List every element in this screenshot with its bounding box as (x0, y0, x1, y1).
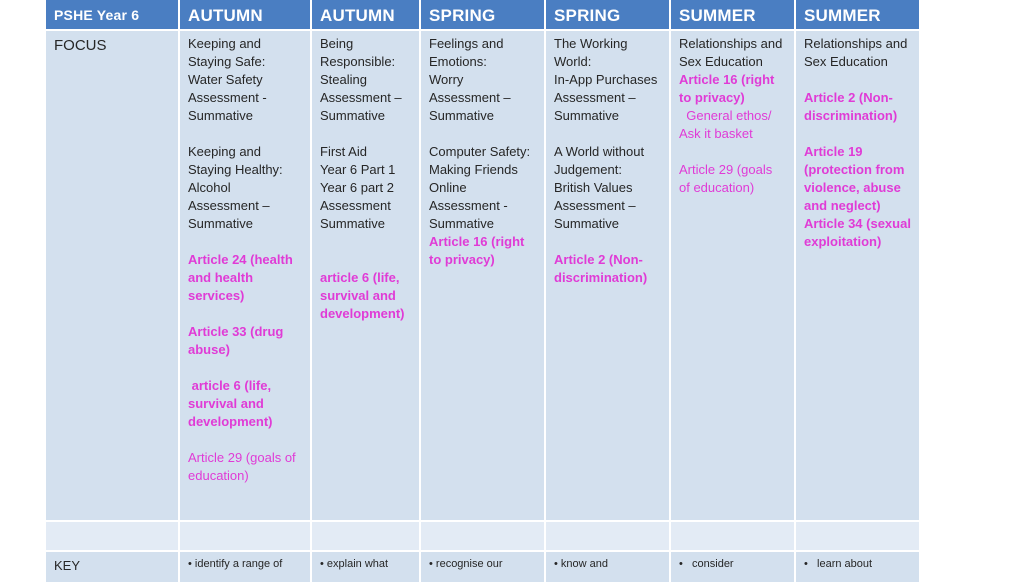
line-gap (804, 71, 915, 89)
line-gap (188, 359, 306, 377)
article-text-line: Ask it basket (679, 126, 753, 141)
article-text-line: article 6 (life, (188, 378, 272, 393)
focus-text-line: Feelings and (429, 36, 504, 51)
line-gap (188, 233, 306, 251)
term-header: SPRING (554, 6, 621, 25)
focus-text-line: Assessment - (429, 198, 508, 213)
focus-text-line: Summative (429, 216, 495, 231)
focus-text-line: Sex Education (804, 54, 888, 69)
table-title: PSHE Year 6 (54, 7, 140, 23)
term-column-5 (671, 0, 794, 576)
article-text-line: Article 19 (804, 144, 863, 159)
article-text-line: and health (188, 270, 254, 285)
line-gap (320, 233, 415, 251)
term-header-cell (796, 0, 919, 29)
focus-text-line: Summative (320, 216, 386, 231)
focus-text-line: Summative (554, 216, 620, 231)
spacer-cell (671, 522, 794, 550)
line-gap (804, 125, 915, 143)
focus-label-cell (46, 31, 178, 520)
focus-text-line: Keeping and (188, 36, 262, 51)
article-text-line: education) (188, 468, 249, 483)
term-header-cell (180, 0, 310, 29)
term-header-cell (421, 0, 544, 29)
line-gap (188, 125, 306, 143)
article-text-line: survival and (320, 288, 396, 303)
term-column-1 (180, 0, 310, 576)
focus-text-line: Year 6 Part 1 (320, 162, 396, 177)
spacer-cell (46, 522, 178, 550)
article-text-line: Article 16 (right (429, 234, 525, 249)
term-column-3 (421, 0, 544, 576)
line-gap (188, 305, 306, 323)
article-text-line: discrimination) (804, 108, 898, 123)
focus-text-line: The Working (554, 36, 628, 51)
focus-content (804, 35, 915, 251)
label-column (46, 0, 178, 576)
focus-text-line: World: (554, 54, 592, 69)
article-text-line: to privacy) (429, 252, 495, 267)
focus-cell (421, 31, 544, 520)
focus-text-line: Summative (554, 108, 620, 123)
focus-label: FOCUS (54, 37, 107, 54)
focus-text-line: Being (320, 36, 354, 51)
focus-text-line: Computer Safety: (429, 144, 531, 159)
focus-cell (546, 31, 669, 520)
focus-text-line: Keeping and (188, 144, 262, 159)
line-gap (554, 233, 665, 251)
article-text-line: Article 16 (right (679, 72, 775, 87)
article-text-line: to privacy) (679, 90, 745, 105)
focus-text-line: Summative (188, 216, 254, 231)
spacer-cell (421, 522, 544, 550)
focus-text-line: Making Friends (429, 162, 518, 177)
focus-text-line: Summative (188, 108, 254, 123)
focus-text-line: Summative (429, 108, 495, 123)
line-gap (429, 125, 540, 143)
term-column-4 (546, 0, 669, 576)
focus-text-line: Staying Healthy: (188, 162, 283, 177)
pshe-table (46, 0, 919, 576)
table-title-cell (46, 0, 178, 29)
article-text-line: (protection from (804, 162, 905, 177)
key-text: • consider (679, 558, 734, 570)
article-text-line: development) (320, 306, 405, 321)
focus-text-line: Emotions: (429, 54, 487, 69)
key-label: KEY (54, 558, 81, 573)
focus-cell (312, 31, 419, 520)
article-text-line: Article 24 (health (188, 252, 293, 267)
term-header: SPRING (429, 6, 496, 25)
key-text: • recognise our (429, 558, 503, 570)
key-cell (312, 552, 419, 582)
focus-content (188, 35, 306, 485)
term-header: AUTUMN (188, 6, 263, 25)
focus-text-line: In-App Purchases (554, 72, 658, 87)
article-text-line: exploitation) (804, 234, 882, 249)
key-text: • explain what (320, 558, 389, 570)
article-text-line: of education) (679, 180, 755, 195)
article-text-line: and neglect) (804, 198, 881, 213)
key-text: • identify a range of (188, 558, 283, 570)
term-header-cell (312, 0, 419, 29)
focus-text-line: Online (429, 180, 467, 195)
article-text-line: Article 2 (Non- (804, 90, 893, 105)
focus-content (320, 35, 415, 323)
focus-text-line: Assessment – (429, 90, 511, 105)
focus-text-line: Relationships and (679, 36, 783, 51)
focus-content (554, 35, 665, 287)
focus-text-line: Sex Education (679, 54, 763, 69)
article-text-line: abuse) (188, 342, 230, 357)
article-text-line: Article 33 (drug (188, 324, 284, 339)
key-text: • know and (554, 558, 608, 570)
term-column-6 (796, 0, 919, 576)
focus-text-line: Assessment – (554, 198, 636, 213)
focus-text-line: Relationships and (804, 36, 908, 51)
focus-text-line: Worry (429, 72, 464, 87)
focus-text-line: Judgement: (554, 162, 622, 177)
line-gap (320, 125, 415, 143)
line-gap (188, 431, 306, 449)
focus-text-line: Assessment – (554, 90, 636, 105)
focus-text-line: Summative (320, 108, 386, 123)
spacer-cell (546, 522, 669, 550)
line-gap (679, 143, 790, 161)
focus-cell (796, 31, 919, 520)
focus-text-line: Assessment – (320, 90, 402, 105)
article-text-line: Article 2 (Non- (554, 252, 643, 267)
spacer-cell (312, 522, 419, 550)
focus-text-line: Alcohol (188, 180, 231, 195)
article-text-line: survival and (188, 396, 264, 411)
article-text-line: article 6 (life, (320, 270, 400, 285)
focus-text-line: Staying Safe: (188, 54, 266, 69)
focus-text-line: Water Safety (188, 72, 263, 87)
term-column-2 (312, 0, 419, 576)
term-header-cell (671, 0, 794, 29)
article-text-line: services) (188, 288, 245, 303)
focus-text-line: Assessment (320, 198, 391, 213)
article-text-line: Article 34 (sexual (804, 216, 911, 231)
term-header: SUMMER (804, 6, 881, 25)
line-gap (320, 251, 415, 269)
spacer-cell (796, 522, 919, 550)
focus-content (679, 35, 790, 197)
focus-text-line: Assessment - (188, 90, 267, 105)
focus-text-line: Assessment – (188, 198, 270, 213)
term-header: AUTUMN (320, 6, 395, 25)
focus-text-line: Stealing (320, 72, 367, 87)
key-text: • learn about (804, 558, 873, 570)
article-text-line: Article 29 (goals (679, 162, 773, 177)
term-header-cell (546, 0, 669, 29)
article-text-line: General ethos/ (679, 108, 772, 123)
term-header: SUMMER (679, 6, 756, 25)
key-label-cell (46, 552, 178, 582)
article-text-line: violence, abuse (804, 180, 901, 195)
focus-content (429, 35, 540, 269)
focus-text-line: Year 6 part 2 (320, 180, 394, 195)
key-cell (546, 552, 669, 582)
focus-text-line: First Aid (320, 144, 367, 159)
key-cell (180, 552, 310, 582)
article-text-line: Article 29 (goals of (188, 450, 296, 465)
key-cell (421, 552, 544, 582)
focus-text-line: British Values (554, 180, 633, 195)
focus-text-line: A World without (554, 144, 645, 159)
line-gap (554, 125, 665, 143)
focus-cell (671, 31, 794, 520)
focus-text-line: Responsible: (320, 54, 396, 69)
article-text-line: discrimination) (554, 270, 648, 285)
key-cell (796, 552, 919, 582)
spacer-cell (180, 522, 310, 550)
focus-cell (180, 31, 310, 520)
key-cell (671, 552, 794, 582)
article-text-line: development) (188, 414, 273, 429)
